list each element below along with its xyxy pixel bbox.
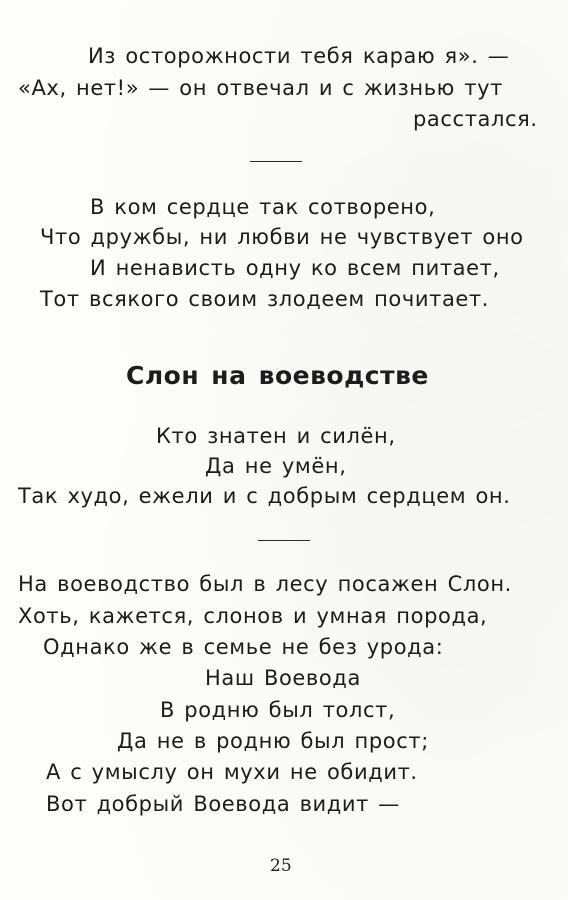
verse-line: Вот добрый Воевода видит — <box>46 792 400 816</box>
verse-line: В родню был толст, <box>160 698 396 722</box>
epigraph-line: Кто знатен и силён, <box>156 424 396 448</box>
verse-line: На воеводство был в лесу посажен Слон. <box>18 572 512 596</box>
verse-line: Хоть, кажется, слонов и умная порода, <box>18 604 488 628</box>
fable-title: Слон на воеводстве <box>126 361 429 390</box>
moral-line: Что дружбы, ни любви не чувствует оно <box>40 225 524 249</box>
verse-line: Из осторожности тебя караю я». — <box>88 44 510 68</box>
moral-line: В ком сердце так сотворено, <box>90 195 436 219</box>
page-number: 25 <box>270 856 292 876</box>
moral-line: Тот всякого своим злодеем почитает. <box>40 287 490 311</box>
verse-line: Наш Воевода <box>205 666 361 690</box>
moral-line: И ненависть одну ко всем питает, <box>90 256 500 280</box>
verse-line: «Ах, нет!» — он отвечал и с жизнью тут <box>18 76 503 100</box>
epigraph-line: Да не умён, <box>205 454 347 478</box>
verse-line: расстался. <box>413 107 538 131</box>
verse-line: Да не в родню был прост; <box>117 729 429 753</box>
epigraph-line: Так худо, ежели и с добрым сердцем он. <box>18 484 511 508</box>
section-divider <box>258 540 310 541</box>
section-divider <box>250 161 302 162</box>
verse-line: А с умыслу он мухи не обидит. <box>46 760 418 784</box>
verse-line: Однако же в семье не без урода: <box>43 635 444 659</box>
